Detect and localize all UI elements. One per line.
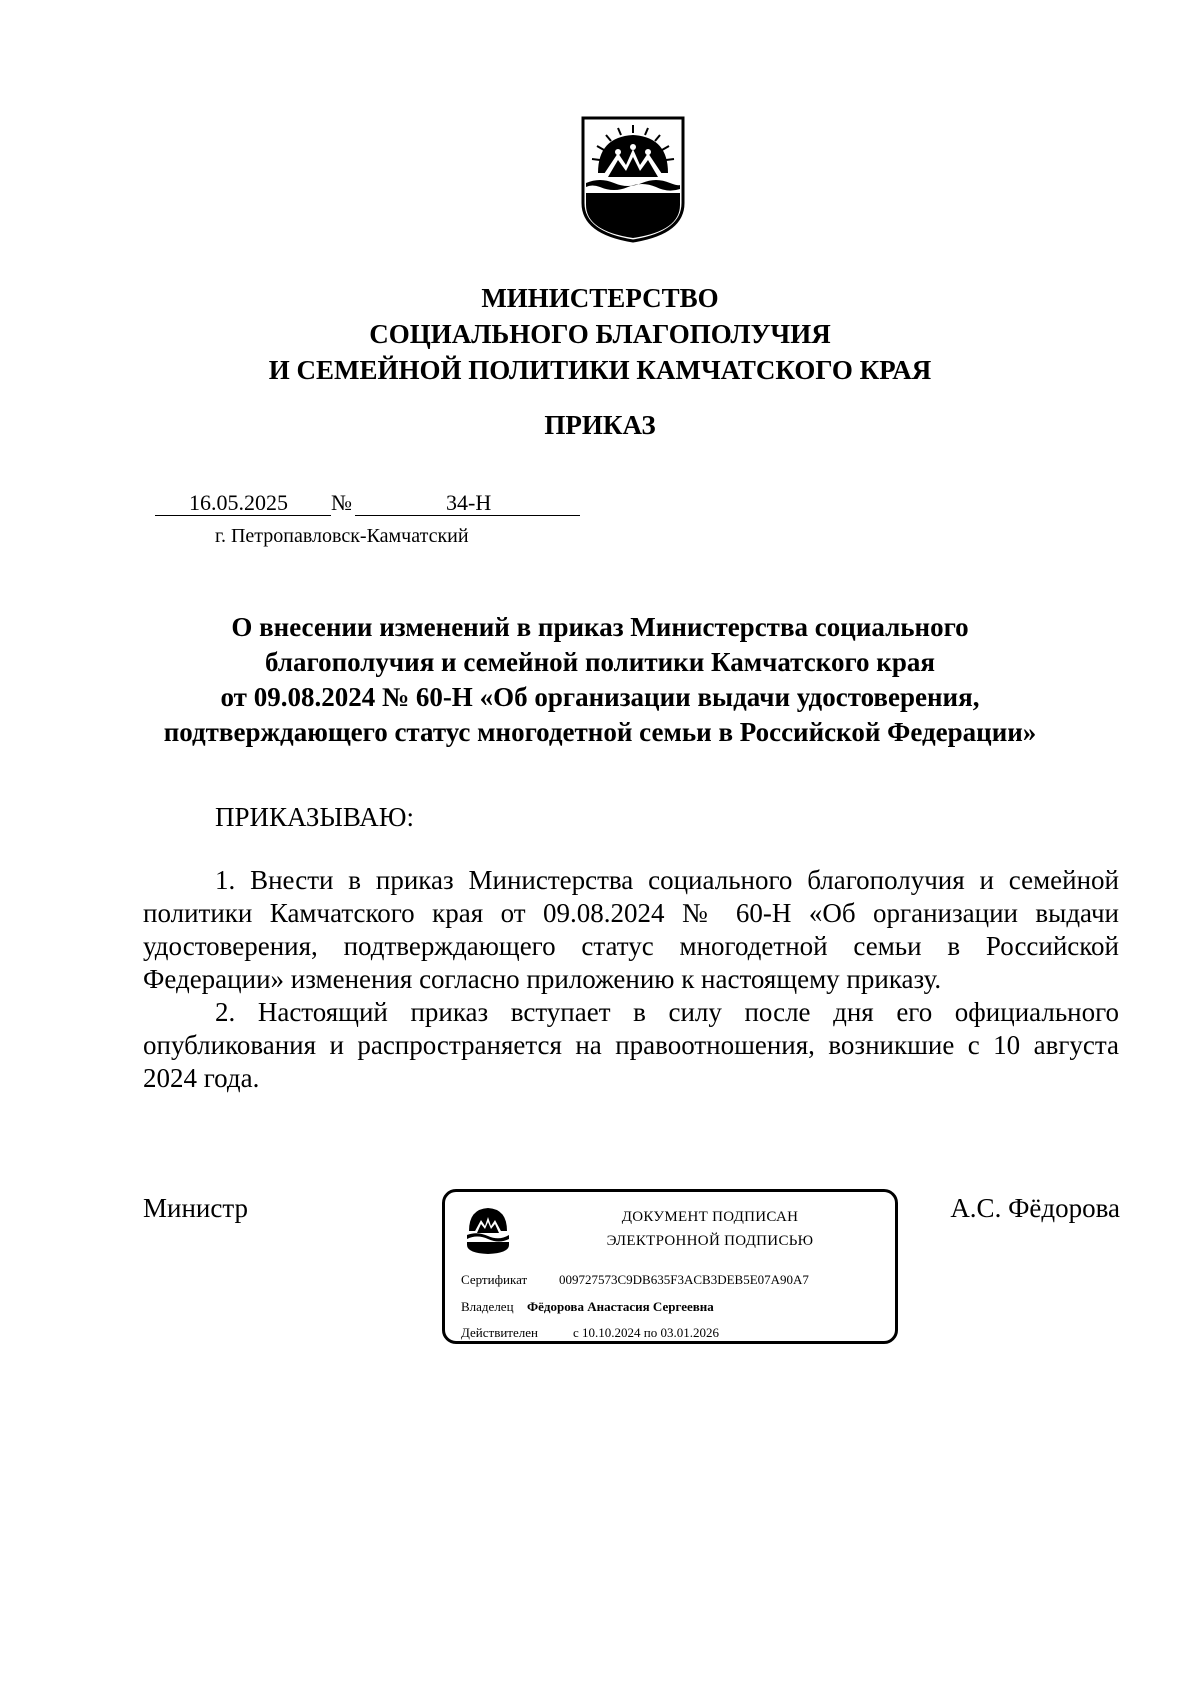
ministry-line: МИНИСТЕРСТВО xyxy=(481,283,719,313)
city: г. Петропавловск-Камчатский xyxy=(215,525,469,547)
number-sign: № xyxy=(331,490,352,515)
paragraph-text: 2. Настоящий приказ вступает в силу после дня его официального опубликования и распространяется на правоотношения, возникшие с 10 августа 2024 года. xyxy=(143,997,1119,1093)
signatory-name: А.С. Фёдорова xyxy=(950,1193,1120,1223)
certificate-label: Сертификат xyxy=(461,1272,528,1287)
subject-line: от 09.08.2024 № 60-Н «Об организации выдачи удостоверения, xyxy=(220,682,980,712)
order-number: 34-Н xyxy=(446,490,492,515)
electronic-signature-stamp xyxy=(442,1189,898,1344)
ministry-title xyxy=(0,280,1200,388)
validity-label: Действителен xyxy=(461,1325,538,1340)
stamp-heading: ЭЛЕКТРОННОЙ ПОДПИСЬЮ xyxy=(606,1233,814,1249)
ministry-line: СОЦИАЛЬНОГО БЛАГОПОЛУЧИЯ xyxy=(369,319,831,349)
paragraph-1 xyxy=(143,864,1119,996)
decree-word: ПРИКАЗЫВАЮ: xyxy=(215,802,414,832)
certificate-value: 009727573C9DB635F3ACB3DEB5E07A90A7 xyxy=(559,1272,809,1287)
stamp-emblem-icon xyxy=(465,1205,511,1255)
subject-line: О внесении изменений в приказ Министерства социального xyxy=(231,612,969,642)
ministry-line: И СЕМЕЙНОЙ ПОЛИТИКИ КАМЧАТСКОГО КРАЯ xyxy=(268,355,932,385)
paragraph-2 xyxy=(143,996,1119,1095)
signatory-position: Министр xyxy=(143,1193,248,1223)
subject-line: подтверждающего статус многодетной семьи в Российской Федерации» xyxy=(163,717,1037,747)
order-date: 16.05.2025 xyxy=(189,490,288,515)
coat-of-arms-emblem xyxy=(580,115,686,243)
paragraph-text: 1. Внести в приказ Министерства социального благополучия и семейной политики Камчатского края от 09.08.2024 № 60-Н «Об организации выдачи удостоверения, подтверждающего статус многодетной семьи в Российской Федерации» изменения согласно приложению к настоящему приказу. xyxy=(143,865,1119,994)
validity-row xyxy=(461,1325,719,1341)
stamp-heading: ДОКУМЕНТ ПОДПИСАН xyxy=(621,1209,799,1225)
owner-label: Владелец xyxy=(461,1299,514,1314)
document-type: ПРИКАЗ xyxy=(544,410,656,440)
order-subject xyxy=(0,610,1200,750)
owner-row xyxy=(461,1299,714,1315)
subject-line: благополучия и семейной политики Камчатского края xyxy=(265,647,935,677)
owner-value: Фёдорова Анастасия Сергеевна xyxy=(527,1299,714,1314)
certificate-row xyxy=(461,1272,809,1288)
validity-value: с 10.10.2024 по 03.01.2026 xyxy=(573,1325,719,1340)
registration-line xyxy=(155,490,580,522)
